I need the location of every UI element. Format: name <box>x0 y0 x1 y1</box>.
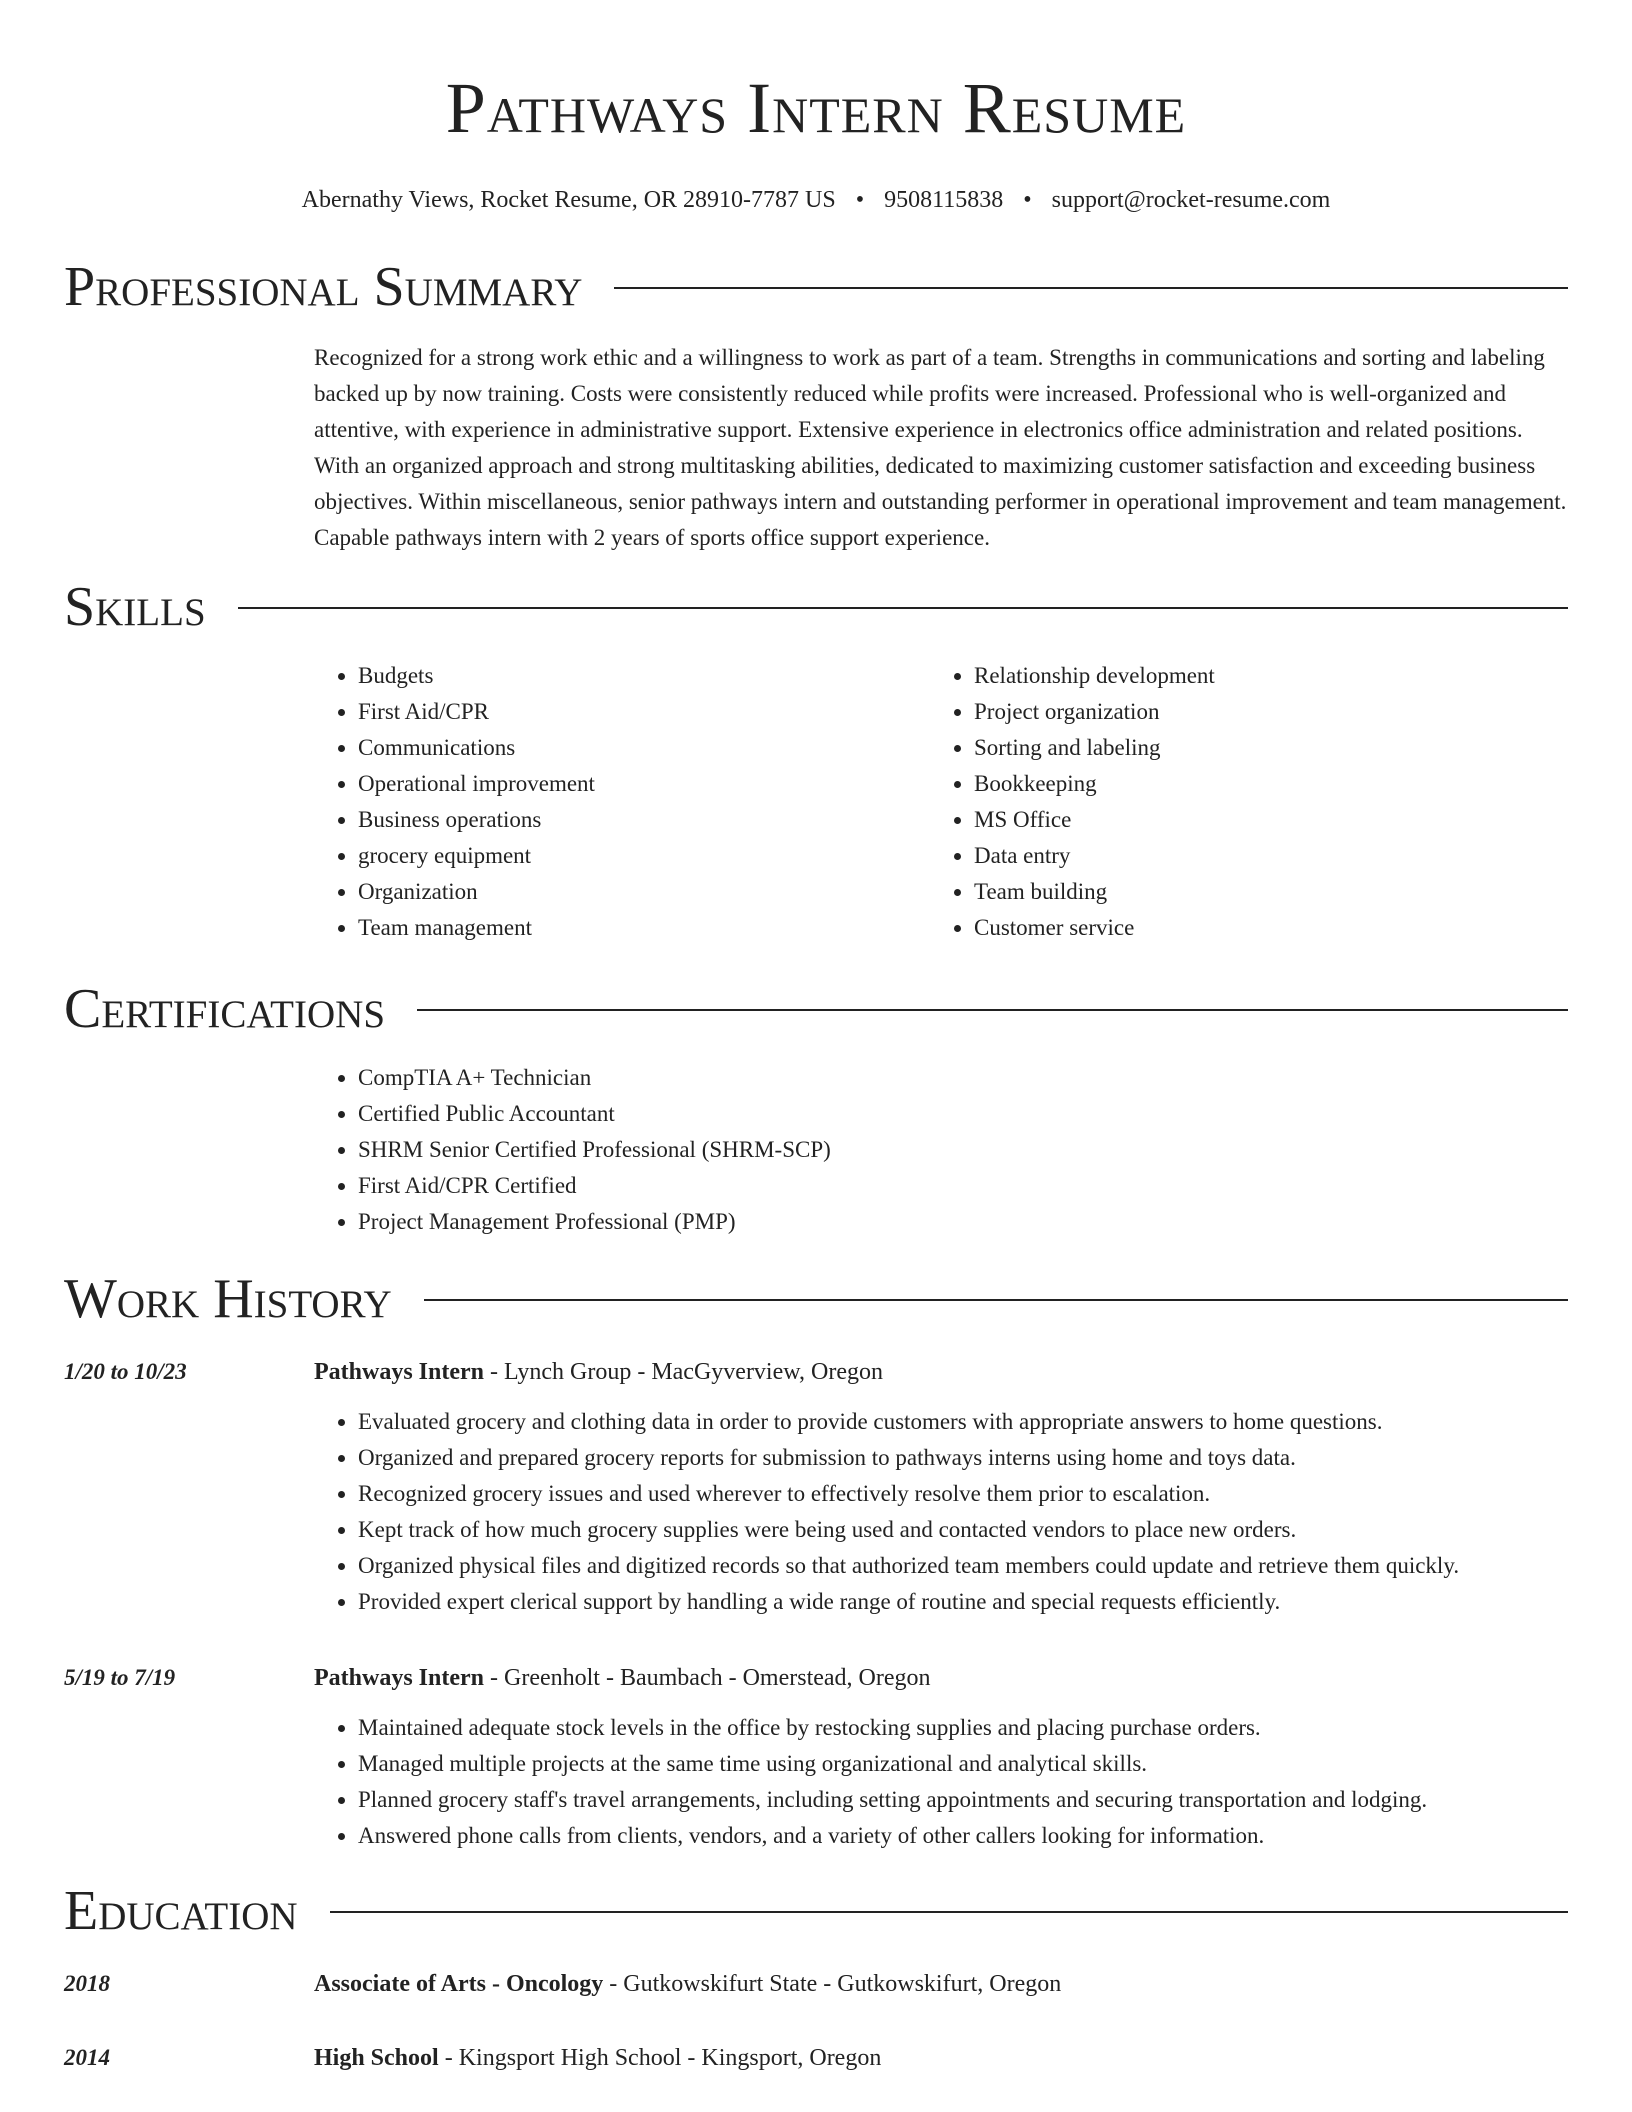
job-duty-item: • Evaluated grocery and clothing data in order to provide customers with appropriate answers to home questions. <box>358 1404 1568 1440</box>
education-school: - Gutkowskifurt State - Gutkowskifurt, Oregon <box>603 1971 1062 1997</box>
skills-grid <box>314 658 1568 946</box>
certification-item: • First Aid/CPR Certified <box>358 1168 1568 1204</box>
job-title: Pathways Intern <box>314 1665 485 1691</box>
skill-item: • Budgets <box>358 658 930 694</box>
job-duties <box>314 1710 1568 1854</box>
section-divider <box>238 607 1568 609</box>
contact-line <box>64 184 1568 216</box>
education-year: 2018 <box>64 1971 110 1996</box>
skills-column-right <box>930 658 1546 946</box>
entry-spacer <box>64 2002 1568 2018</box>
summary-section <box>64 254 1568 556</box>
job-heading <box>314 1660 1568 1696</box>
skills-title: Skills <box>64 576 206 638</box>
contact-address: Abernathy Views, Rocket Resume, OR 28910-7787 US <box>301 187 836 213</box>
education-degree: High School <box>314 2045 439 2071</box>
section-divider <box>424 1299 1568 1301</box>
education-entries <box>64 1966 1568 2076</box>
skill-item: • Communications <box>358 730 930 766</box>
skill-item: • Sorting and labeling <box>974 730 1546 766</box>
job-duty-item: • Answered phone calls from clients, vendors, and a variety of other callers looking for information. <box>358 1818 1568 1854</box>
skill-item: • Data entry <box>974 838 1546 874</box>
education-header <box>64 1878 1568 1944</box>
job-duty-item: • Organized physical files and digitized records so that authorized team members could update and retrieve them quickly. <box>358 1548 1568 1584</box>
skills-list-right <box>930 658 1546 946</box>
skills-list-left <box>314 658 930 946</box>
skill-item: • Operational improvement <box>358 766 930 802</box>
certifications-section <box>64 976 1568 1240</box>
skill-item: • Project organization <box>974 694 1546 730</box>
work-jobs <box>64 1354 1568 1854</box>
contact-separator: • <box>855 187 865 213</box>
skill-item: • grocery equipment <box>358 838 930 874</box>
job-dates: 1/20 to 10/23 <box>64 1359 187 1384</box>
job-dates: 5/19 to 7/19 <box>64 1665 176 1690</box>
contact-email: support@rocket-resume.com <box>1051 187 1331 213</box>
section-divider <box>417 1009 1568 1011</box>
resume-name: Pathways Intern Resume <box>445 68 1187 148</box>
job-duty-item: • Recognized grocery issues and used wherever to effectively resolve them prior to escalation. <box>358 1476 1568 1512</box>
job-duty-item: • Maintained adequate stock levels in the office by restocking supplies and placing purchase orders. <box>358 1710 1568 1746</box>
education-entry <box>64 1966 1568 2002</box>
summary-header <box>64 254 1568 320</box>
skill-item: • Organization <box>358 874 930 910</box>
certifications-title: Certifications <box>64 978 386 1040</box>
job-duty-item: • Kept track of how much grocery supplies were being used and contacted vendors to place new orders. <box>358 1512 1568 1548</box>
job-duties-list <box>314 1710 1568 1854</box>
certification-item: • CompTIA A+ Technician <box>358 1060 1568 1096</box>
entry-spacer <box>64 1620 1568 1638</box>
skill-item: • Business operations <box>358 802 930 838</box>
education-year: 2014 <box>64 2045 110 2070</box>
section-divider <box>614 287 1568 289</box>
skill-item: • MS Office <box>974 802 1546 838</box>
education-entry <box>64 2040 1568 2076</box>
skill-item: • First Aid/CPR <box>358 694 930 730</box>
job-duty-item: • Planned grocery staff's travel arrangements, including setting appointments and securing transportation and lodging. <box>358 1782 1568 1818</box>
section-divider <box>330 1911 1568 1913</box>
certification-item: • Certified Public Accountant <box>358 1096 1568 1132</box>
job-title: Pathways Intern <box>314 1359 485 1385</box>
skills-section <box>64 574 1568 946</box>
skill-item: • Relationship development <box>974 658 1546 694</box>
job-entry <box>64 1354 1568 1390</box>
contact-phone: 9508115838 <box>884 187 1004 213</box>
job-duties-list <box>314 1404 1568 1620</box>
skill-item: • Bookkeeping <box>974 766 1546 802</box>
job-duty-item: • Managed multiple projects at the same time using organizational and analytical skills. <box>358 1746 1568 1782</box>
summary-text: Recognized for a strong work ethic and a willingness to work as part of a team. Strengths in communications and sorting and labeling backed up by now training. Costs were consistently reduced while profits were increased. Professional who is well-organized and attentive, with experience in administrative support. Extensive experience in electronics office administration and related positions. With an organized approach and strong multitasking abilities, dedicated to maximizing customer satisfaction and exceeding business objectives. Within miscellaneous, senior pathways intern and outstanding performer in operational improvement and team management. Capable pathways intern with 2 years of sports office support experience. <box>314 345 1567 550</box>
education-degree: Associate of Arts - Oncology <box>314 1971 604 1997</box>
education-heading <box>314 1966 1568 2002</box>
job-duty-item: • Organized and prepared grocery reports for submission to pathways interns using home and toys data. <box>358 1440 1568 1476</box>
contact-separator: • <box>1023 187 1032 213</box>
job-entry <box>64 1660 1568 1696</box>
work-header <box>64 1266 1568 1332</box>
certifications-body <box>314 1060 1568 1240</box>
certifications-list <box>314 1060 1568 1240</box>
skills-column-left <box>314 658 930 946</box>
summary-title: Professional Summary <box>64 256 583 318</box>
education-school: - Kingsport High School - Kingsport, Oregon <box>438 2045 882 2071</box>
job-heading <box>314 1354 1568 1390</box>
skill-item: • Customer service <box>974 910 1546 946</box>
skill-item: • Team building <box>974 874 1546 910</box>
job-employer: - Lynch Group - MacGyverview, Oregon <box>484 1359 884 1385</box>
certification-item: • Project Management Professional (PMP) <box>358 1204 1568 1240</box>
certification-item: • SHRM Senior Certified Professional (SHRM-SCP) <box>358 1132 1568 1168</box>
job-employer: - Greenholt - Baumbach - Omerstead, Oregon <box>484 1665 931 1691</box>
education-section <box>64 1878 1568 2076</box>
education-title: Education <box>64 1880 298 1942</box>
skill-item: • Team management <box>358 910 930 946</box>
work-section <box>64 1266 1568 1854</box>
skills-header <box>64 574 1568 640</box>
education-heading <box>314 2040 1568 2076</box>
job-duties <box>314 1404 1568 1620</box>
job-duty-item: • Provided expert clerical support by handling a wide range of routine and special requests efficiently. <box>358 1584 1568 1620</box>
work-title: Work History <box>64 1268 392 1330</box>
certifications-header <box>64 976 1568 1042</box>
